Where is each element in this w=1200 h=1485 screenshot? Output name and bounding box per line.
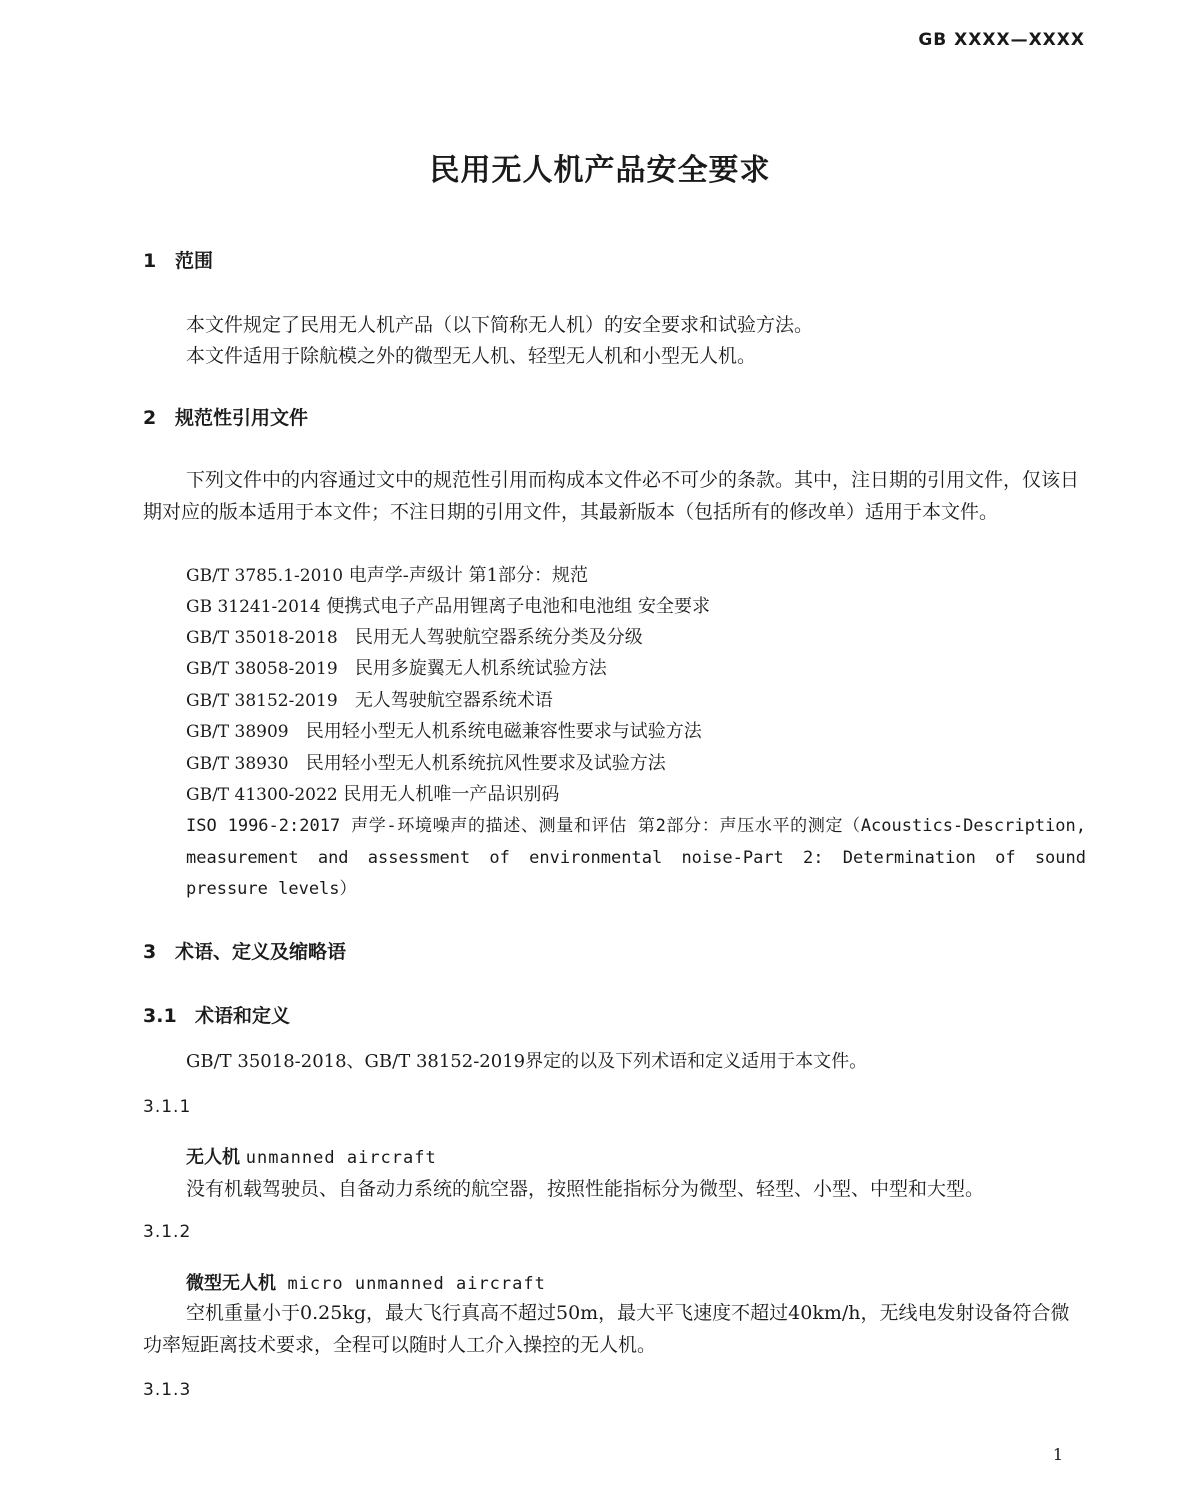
reference-item [186, 623, 643, 649]
section-title: 术语、定义及缩略语 [175, 941, 347, 963]
term-entry [186, 1143, 437, 1169]
section-title: 范围 [175, 250, 214, 272]
document-title: 民用无人机产品安全要求 [429, 153, 771, 188]
term-definition: 空机重量小于0.25kg，最大飞行真高不超过50m，最大平飞速度不超过40km/h，无线电发射设备符合微功率短距离技术要求，全程可以随时人工介入操控的无人机。 [143, 1302, 1070, 1356]
term-en: micro unmanned aircraft [287, 1274, 546, 1294]
reference-title: 民用无人机唯一产品识别码 [343, 784, 560, 805]
reference-item [186, 686, 553, 712]
section-title: 规范性引用文件 [175, 407, 309, 429]
reference-title: 民用轻小型无人机系统抗风性要求及试验方法 [305, 753, 666, 774]
iso-reference-item: ISO 1996-2:2017 声学-环境噪声的描述、测量和评估 第2部分：声压水平的测定（Acoustics-Description, measurement and assessment of environmental noise-Part 2: Determination of sound pressure levels） [186, 816, 1086, 899]
subsection-3-1-heading [143, 1001, 290, 1028]
terms-intro: GB/T 35018-2018、GB/T 38152-2019界定的以及下列术语和定义适用于本文件。 [186, 1051, 868, 1072]
reference-code: GB/T 38058-2019 [186, 659, 338, 679]
reference-title: 电声学-声级计 第1部分：规范 [348, 565, 589, 586]
reference-item [186, 654, 607, 680]
term-en: unmanned aircraft [245, 1148, 437, 1168]
reference-title: 民用无人驾驶航空器系统分类及分级 [354, 627, 643, 648]
term-entry [186, 1269, 546, 1295]
page-number: 1 [1052, 1445, 1063, 1464]
paragraph: 本文件适用于除航模之外的微型无人机、轻型无人机和小型无人机。 [186, 345, 757, 367]
reference-item [186, 561, 588, 587]
reference-item [186, 749, 666, 775]
reference-item [186, 780, 559, 806]
subsection-title: 术语和定义 [195, 1005, 291, 1027]
term-zh: 微型无人机 [186, 1273, 276, 1294]
reference-code: GB 31241-2014 [186, 597, 321, 617]
section-number: 1 [143, 250, 157, 272]
reference-title: 民用多旋翼无人机系统试验方法 [354, 658, 607, 679]
reference-item [186, 592, 710, 618]
subsection-number: 3.1 [143, 1005, 177, 1027]
term-zh: 无人机 [186, 1147, 240, 1168]
reference-title: 便携式电子产品用锂离子电池和电池组 安全要求 [326, 596, 711, 617]
reference-code: GB/T 35018-2018 [186, 628, 338, 648]
section-number: 2 [143, 407, 157, 429]
reference-title: 无人驾驶航空器系统术语 [354, 690, 553, 711]
reference-item [186, 717, 702, 743]
reference-code: GB/T 38930 [186, 754, 289, 774]
clause-number: 3.1.2 [143, 1222, 192, 1242]
paragraph: 本文件规定了民用无人机产品（以下简称无人机）的安全要求和试验方法。 [186, 314, 814, 336]
reference-code: GB/T 3785.1-2010 [186, 566, 344, 586]
reference-code: GB/T 38909 [186, 722, 289, 742]
term-definition: 没有机载驾驶员、自备动力系统的航空器，按照性能指标分为微型、轻型、小型、中型和大型。 [186, 1178, 985, 1200]
reference-title: 民用轻小型无人机系统电磁兼容性要求与试验方法 [305, 721, 702, 742]
reference-code: GB/T 38152-2019 [186, 691, 338, 711]
section-2-heading [143, 403, 308, 430]
clause-number: 3.1.1 [143, 1097, 192, 1117]
normative-references-intro: 下列文件中的内容通过文中的规范性引用而构成本文件必不可少的条款。其中，注日期的引用文件，仅该日期对应的版本适用于本文件；不注日期的引用文件，其最新版本（包括所有的修改单）适用于本文件。 [143, 469, 1080, 523]
clause-number: 3.1.3 [143, 1380, 192, 1400]
section-1-heading [143, 246, 213, 273]
reference-code: GB/T 41300-2022 [186, 785, 338, 805]
section-number: 3 [143, 941, 157, 963]
section-3-heading [143, 937, 346, 964]
standard-number-header: GB XXXX—XXXX [918, 30, 1085, 50]
